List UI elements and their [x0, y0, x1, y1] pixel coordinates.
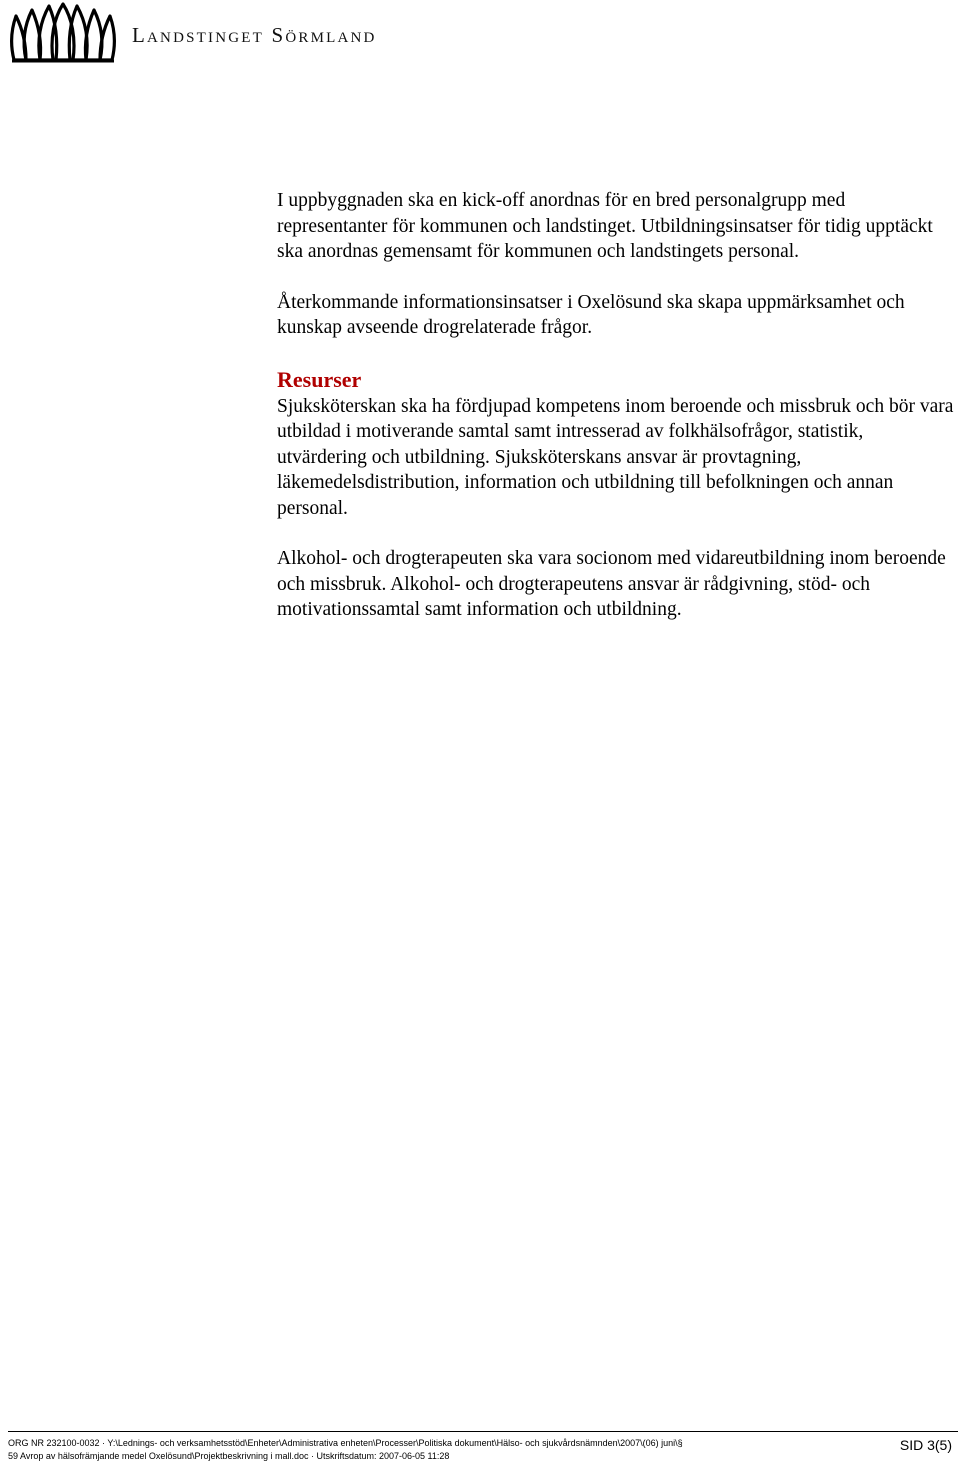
page-footer	[8, 1431, 958, 1461]
footer-line-1: ORG NR 232100-0032 · Y:\Lednings- och verksamhetsstöd\Enheter\Administrativa enheten\Processer\Politiska dokument\Hälso- och sjukvårdsnämnden\2007\(06) juni\§	[8, 1438, 683, 1448]
paragraph-kickoff: I uppbyggnaden ska en kick-off anordnas för en bred personalgrupp med representanter för kommunen och landstinget. Utbildningsinsatser för tidig upptäckt ska anordnas gemensamt för kommunen och landstingets personal.	[277, 190, 933, 262]
page-number: SID 3(5)	[899, 1437, 952, 1453]
footer-document-info	[8, 1437, 683, 1463]
footer-line-2: 59 Avrop av hälsofrämjande medel Oxelösund\Projektbeskrivning i mall.doc · Utskriftsdatum: 2007-06-05 11:28	[8, 1451, 450, 1461]
section-heading-resurser: Resurser	[277, 366, 362, 392]
organization-name: Landstinget Sörmland	[132, 22, 377, 47]
tulip-crown-logo-icon	[8, 2, 118, 64]
document-body	[277, 188, 957, 648]
paragraph-nurse: Sjuksköterskan ska ha fördjupad kompetens inom beroende och missbruk och bör vara utbildad i motiverande samtal samt intresserad av folkhälsofrågor, statistik, utvärdering och utbildning. Sjuksköterskans ansvar är provtagning, läkemedelsdistribution, information och utbildning till befolkningen och annan personal.	[277, 395, 954, 519]
paragraph-therapist: Alkohol- och drogterapeuten ska vara socionom med vidareutbildning inom beroende och missbruk. Alkohol- och drogterapeutens ansvar är rådgivning, stöd- och motivationssamtal samt information och utbildning.	[277, 548, 946, 620]
paragraph-information: Återkommande informationsinsatser i Oxelösund ska skapa uppmärksamhet och kunskap avseende drogrelaterade frågor.	[277, 291, 905, 338]
page-header	[8, 2, 377, 64]
